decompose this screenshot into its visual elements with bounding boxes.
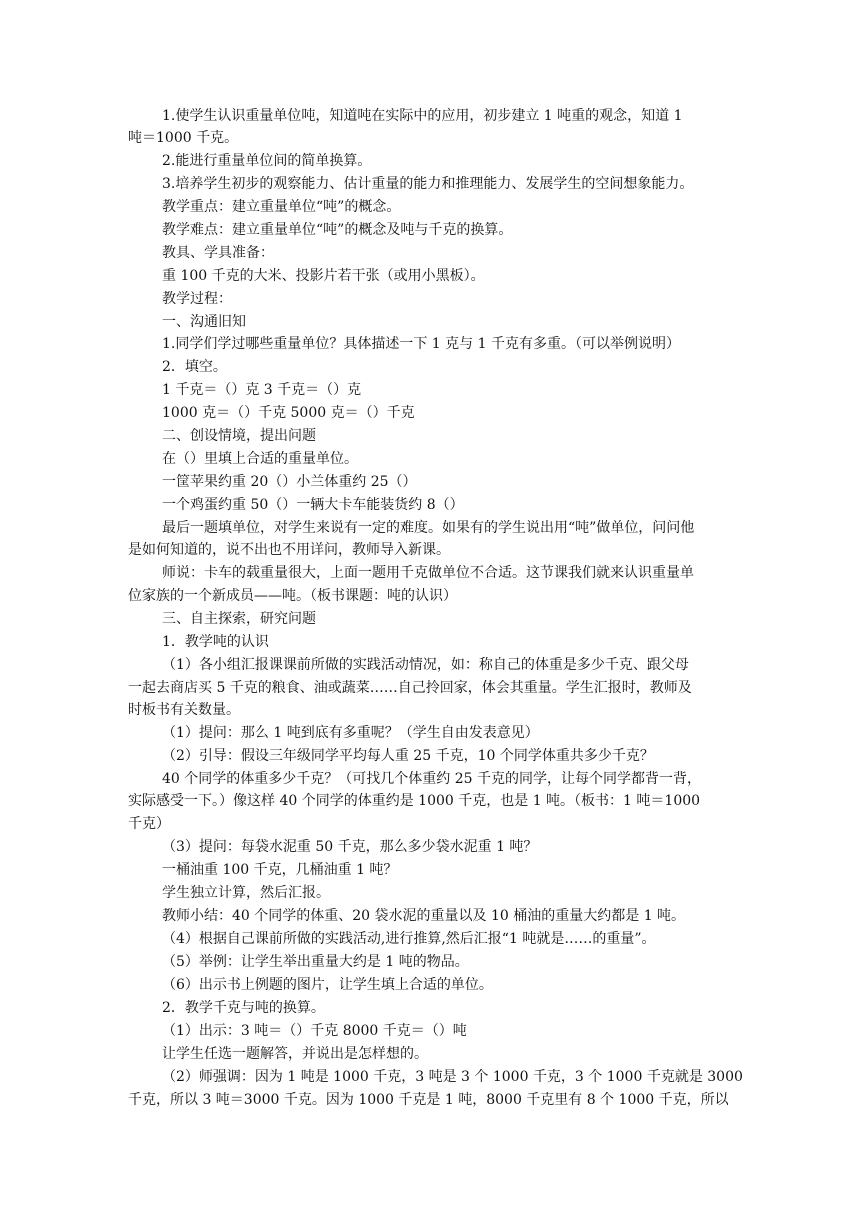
text-line: 2．教学千克与吨的换算。: [162, 1000, 325, 1016]
text-line: （2）引导：假设三年级同学平均每人重 25 千克，10 个同学体重共多少千克？: [162, 748, 654, 764]
text-line: 最后一题填单位，对学生来说有一定的难度。如果有的学生说出用“吨”做单位，问问他: [162, 520, 695, 536]
text-line: （2）师强调：因为 1 吨是 1000 千克，3 吨是 3 个 1000 千克，3 个 1000 千克就是 3000: [162, 1069, 743, 1085]
text-line: 40 个同学的体重多少千克？（可找几个体重约 25 千克的同学，让每个同学都背一背，: [162, 771, 701, 787]
text-line: （1）出示：3 吨＝（）千克 8000 千克＝（）吨: [162, 1023, 467, 1039]
text-line: 教具、学具准备：: [162, 245, 274, 261]
text-line: 吨＝1000 千克。: [128, 130, 239, 146]
text-line: 一桶油重 100 千克，几桶油重 1 吨？: [162, 862, 398, 878]
text-line: 教师小结：40 个同学的体重、20 袋水泥的重量以及 10 桶油的重量大约都是 1 吨。: [162, 908, 686, 924]
text-line: （3）提问：每袋水泥重 50 千克，那么多少袋水泥重 1 吨？: [162, 839, 538, 855]
text-line: 2.能进行重量单位间的简单换算。: [162, 153, 372, 169]
text-line: 1．教学吨的认识: [162, 634, 269, 650]
text-line: 1 千克＝（）克 3 千克＝（）克: [162, 382, 362, 398]
text-line: （1）各小组汇报课课前所做的实践活动情况，如：称自己的体重是多少千克、跟父母: [162, 657, 689, 673]
text-line: 实际感受一下。）像这样 40 个同学的体重约是 1000 千克，也是 1 吨。（板书：1 吨＝1000: [128, 793, 701, 809]
text-line: 是如何知道的，说不出也不用详问，教师导入新课。: [128, 542, 450, 558]
text-line: （4）根据自己课前所做的实践活动,进行推算,然后汇报“1 吨就是……的重量”。: [162, 931, 656, 947]
text-line: 位家族的一个新成员——吨。（板书课题：吨的认识）: [128, 588, 457, 604]
text-line: 一个鸡蛋约重 50（）一辆大卡车能装货约 8（）: [162, 497, 464, 513]
text-line: 1.同学们学过哪些重量单位？具体描述一下 1 克与 1 千克有多重。（可以举例说明）: [162, 336, 680, 352]
text-line: 在（）里填上合适的重量单位。: [162, 451, 358, 467]
text-line: 1000 克＝（）千克 5000 克＝（）千克: [162, 405, 415, 421]
text-line: 教学重点：建立重量单位“吨”的概念。: [162, 199, 401, 215]
section-heading: 二、创设情境，提出问题: [162, 428, 316, 444]
text-line: 1.使学生认识重量单位吨，知道吨在实际中的应用，初步建立 1 吨重的观念，知道 1: [162, 108, 683, 124]
text-line: 千克）: [128, 816, 170, 832]
text-line: 教学难点：建立重量单位“吨”的概念及吨与千克的换算。: [162, 222, 513, 238]
text-line: 2．填空。: [162, 359, 227, 375]
text-line: 一起去商店买 5 千克的粮食、油或蔬菜……自己拎回家，体会其重量。学生汇报时，教师及: [128, 680, 692, 696]
text-line: 3.培养学生初步的观察能力、估计重量的能力和推理能力、发展学生的空间想象能力。: [162, 176, 694, 192]
text-line: 教学过程：: [162, 291, 232, 307]
text-line: （1）提问：那么 1 吨到底有多重呢？（学生自由发表意见）: [162, 725, 539, 741]
text-line: （5）举例：让学生举出重量大约是 1 吨的物品。: [162, 954, 469, 970]
section-heading: 一、沟通旧知: [162, 314, 246, 330]
text-line: （6）出示书上例题的图片，让学生填上合适的单位。: [162, 977, 493, 993]
section-heading: 三、自主探索，研究问题: [162, 611, 316, 627]
text-line: 师说：卡车的载重量很大，上面一题用千克做单位不合适。这节课我们就来认识重量单: [162, 565, 694, 581]
text-line: 让学生任选一题解答，并说出是怎样想的。: [162, 1046, 428, 1062]
text-line: 一筐苹果约重 20（）小兰体重约 25（）: [162, 474, 417, 490]
text-line: 重 100 千克的大米、投影片若干张（或用小黑板）。: [162, 268, 485, 284]
text-line: 学生独立计算，然后汇报。: [162, 885, 330, 901]
text-line: 千克，所以 3 吨＝3000 千克。因为 1000 千克是 1 吨，8000 千克里有 8 个 1000 千克，所以: [128, 1092, 729, 1108]
text-line: 时板书有关数量。: [128, 702, 240, 718]
